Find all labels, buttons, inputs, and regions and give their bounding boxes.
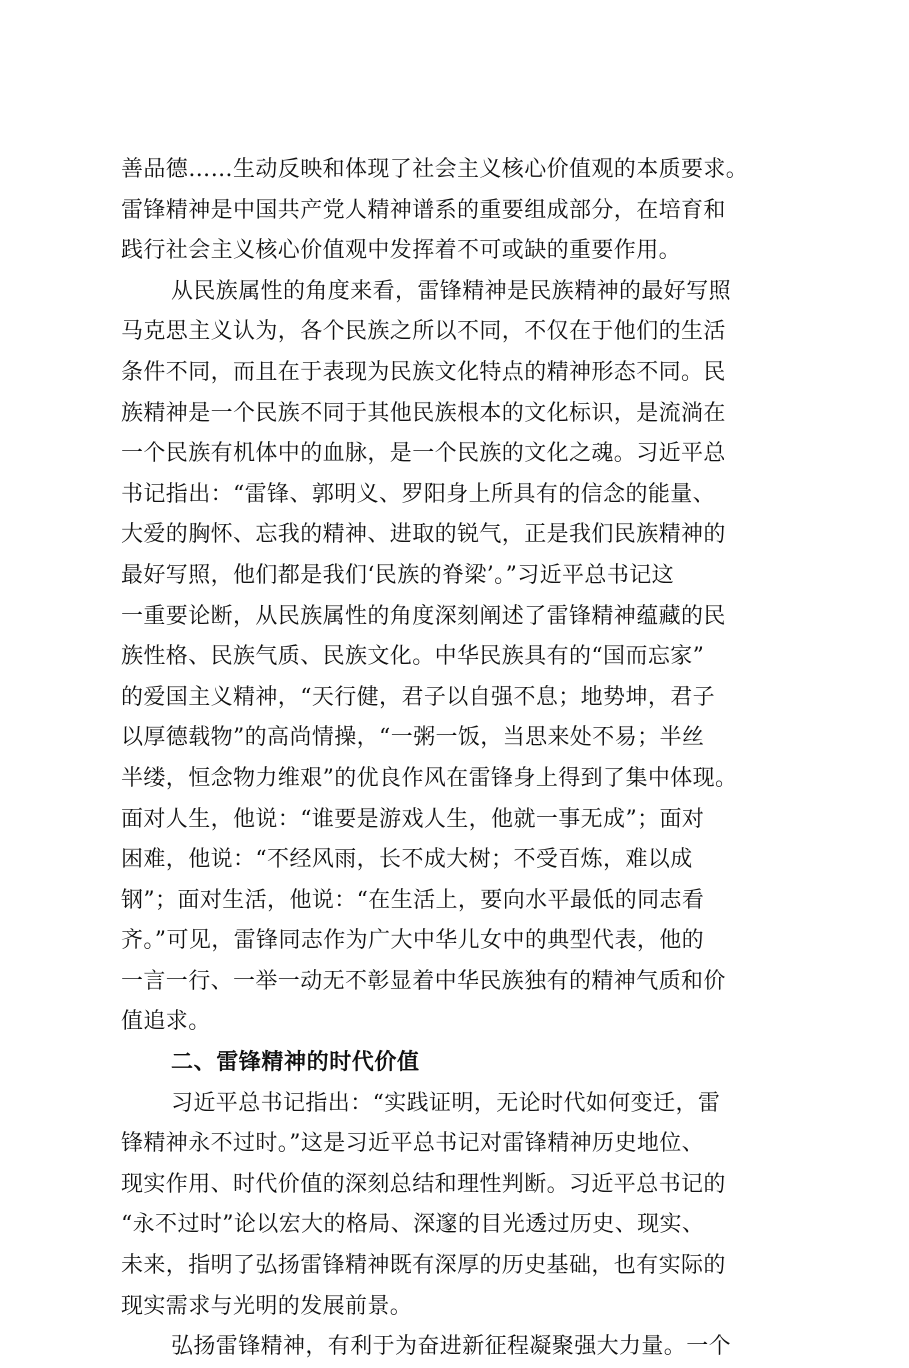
paragraph-first-line: 弘扬雷锋精神，有利于为奋进新征程凝聚强大力量。一个 xyxy=(171,1334,732,1360)
body-line: 践行社会主义核心价值观中发挥着不可或缺的重要作用。 xyxy=(121,238,682,264)
body-line: “永不过时”论以宏大的格局、深邃的目光透过历史、现实、 xyxy=(121,1212,705,1238)
body-line: 一个民族有机体中的血脉，是一个民族的文化之魂。习近平总 xyxy=(121,441,726,467)
body-line: 困难，他说：“不经风雨，长不成大树；不受百炼，难以成 xyxy=(121,847,693,873)
body-line: 面对人生，他说：“谁要是游戏人生，他就一事无成”；面对 xyxy=(121,806,705,832)
body-line: 马克思主义认为，各个民族之所以不同，不仅在于他们的生活 xyxy=(121,319,726,345)
body-line: 半缕，恒念物力维艰”的优良作风在雷锋身上得到了集中体现。 xyxy=(121,765,738,791)
body-line: 族性格、民族气质、民族文化。中华民族具有的“国而忘家” xyxy=(121,644,705,670)
body-line: 书记指出：“雷锋、郭明义、罗阳身上所具有的信念的能量、 xyxy=(121,481,716,507)
paragraph-first-line: 从民族属性的角度来看，雷锋精神是民族精神的最好写照 xyxy=(171,278,732,304)
paragraph-first-line: 习近平总书记指出：“实践证明，无论时代如何变迁，雷 xyxy=(171,1090,721,1116)
body-line: 值追求。 xyxy=(121,1009,211,1035)
body-line: 以厚德载物”的高尚情操，“一粥一饭，当思来处不易；半丝 xyxy=(121,725,705,751)
body-line: 善品德……生动反映和体现了社会主义核心价值观的本质要求。 xyxy=(121,157,749,182)
body-line: 锋精神永不过时。”这是习近平总书记对雷锋精神历史地位、 xyxy=(121,1131,705,1157)
body-line: 大爱的胸怀、忘我的精神、进取的锐气，正是我们民族精神的 xyxy=(121,522,726,548)
section-heading: 二、雷锋精神的时代价值 xyxy=(171,1050,420,1076)
body-line: 钢”；面对生活，他说：“在生活上，要向水平最低的同志看 xyxy=(121,887,705,913)
body-line: 的爱国主义精神，“天行健，君子以自强不息；地势坤，君子 xyxy=(121,684,716,710)
body-line: 齐。”可见，雷锋同志作为广大中华儿女中的典型代表，他的 xyxy=(121,928,705,954)
body-line: 一言一行、一举一动无不彰显着中华民族独有的精神气质和价 xyxy=(121,968,726,994)
body-line: 现实作用、时代价值的深刻总结和理性判断。习近平总书记的 xyxy=(121,1171,726,1197)
document-body xyxy=(121,150,801,1368)
body-line: 未来，指明了弘扬雷锋精神既有深厚的历史基础，也有实际的 xyxy=(121,1253,726,1279)
body-line: 现实需求与光明的发展前景。 xyxy=(121,1293,413,1319)
body-line: 族精神是一个民族不同于其他民族根本的文化标识，是流淌在 xyxy=(121,400,726,426)
body-line: 最好写照，他们都是我们‘民族的脊梁’。”习近平总书记这 xyxy=(121,562,675,588)
body-line: 一重要论断，从民族属性的角度深刻阐述了雷锋精神蕴藏的民 xyxy=(121,603,726,629)
body-line: 条件不同，而且在于表现为民族文化特点的精神形态不同。民 xyxy=(121,359,726,385)
body-line: 雷锋精神是中国共产党人精神谱系的重要组成部分，在培育和 xyxy=(121,197,726,223)
